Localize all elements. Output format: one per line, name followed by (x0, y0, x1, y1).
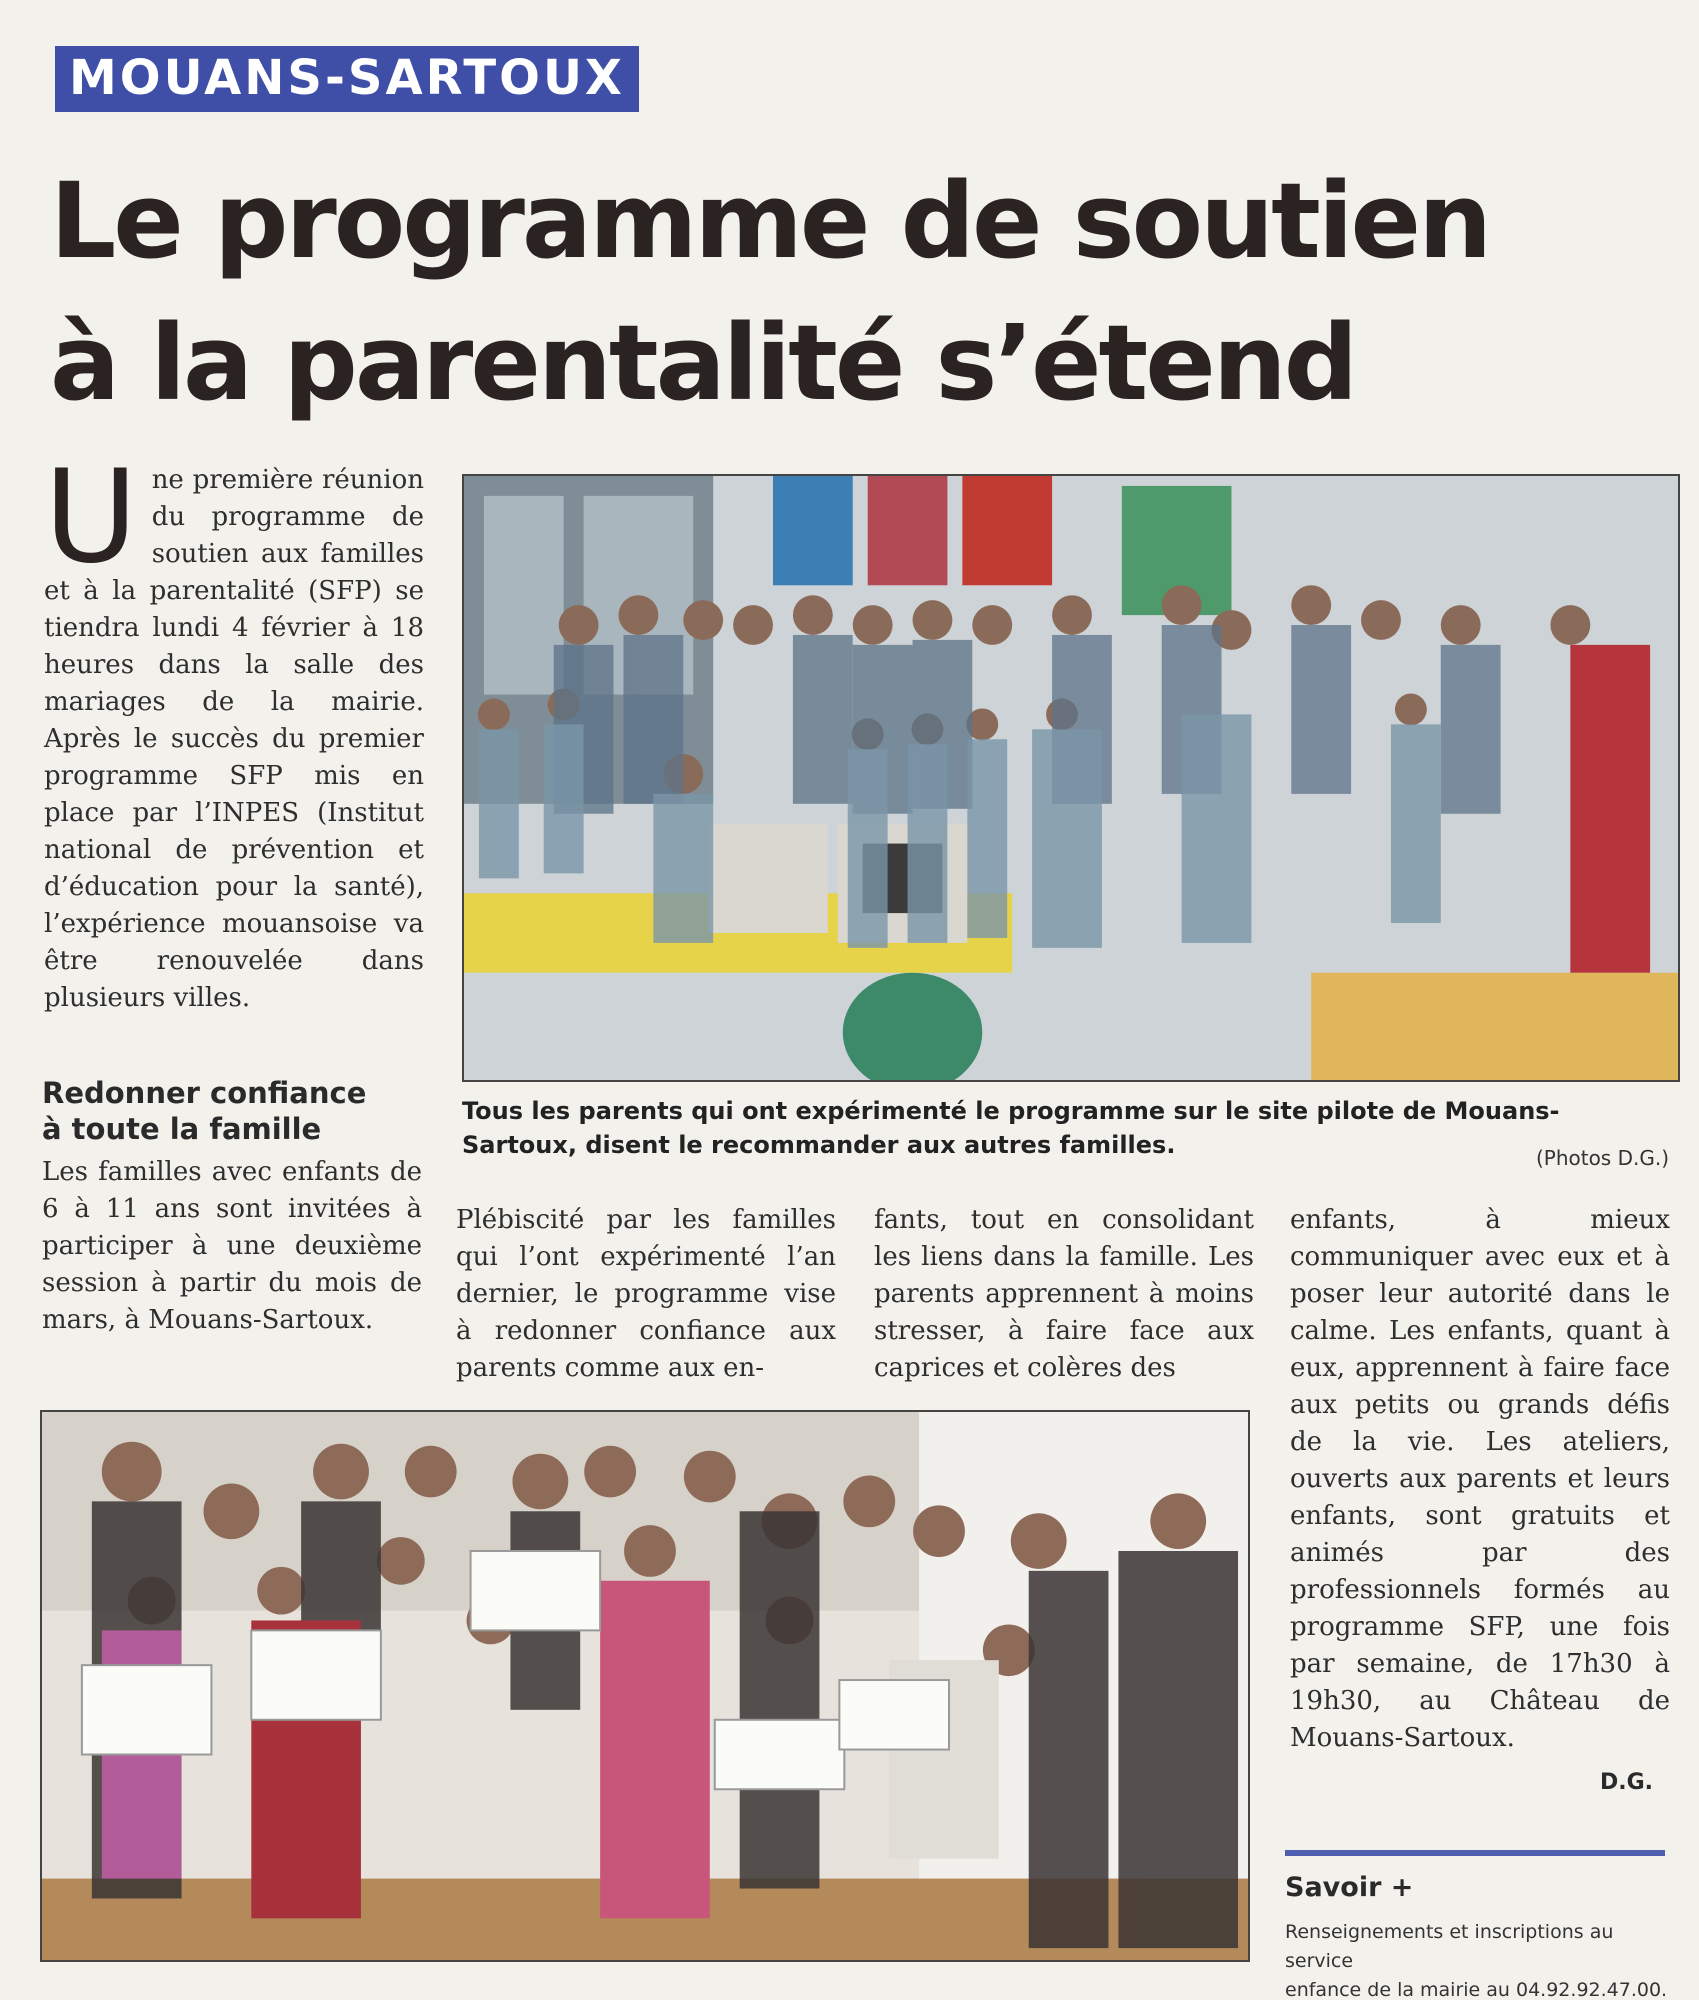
subhead-line-1: Redonner confiance (42, 1076, 367, 1110)
subhead-line-2: à toute la famille (42, 1112, 322, 1146)
savoir-divider (1285, 1850, 1665, 1856)
headline-line-1: Le programme de soutien (50, 160, 1490, 282)
savoir-line-1: Renseignements et inscriptions au service (1285, 1921, 1614, 1972)
caption-line-1: Tous les parents qui ont expérimenté le programme sur le site pilote de Mouans- (462, 1097, 1560, 1125)
body-column-3: fants, tout en consolidant les liens dans la famille. Les parents apprennent à moins stresser, à faire face aux caprices et colères des (874, 1205, 1254, 1383)
savoir-line-2: enfance de la mairie au 04.92.92.47.00. (1285, 1979, 1668, 2000)
section-subhead (42, 1075, 422, 1147)
author-signature: D.G. (1600, 1770, 1654, 1795)
headline-line-2: à la parentalité s’étend (50, 302, 1356, 424)
certificate-photo-illustration (42, 1412, 1248, 1960)
savoir-info (1285, 1918, 1675, 2000)
headline (50, 150, 1650, 434)
caption-line-2: Sartoux, disent le recommander aux autres familles. (462, 1131, 1176, 1159)
body-column-4: enfants, à mieux communiquer avec eux et à poser leur autorité dans le calme. Les enfants, quant à eux, apprennent à faire face aux petits ou grands défis de la vie. Les ateliers, ouverts aux parents et leurs enfants, sont gratuits et animés par des professionnels formés au programme SFP, une fois par semaine, de 17h30 à 19h30, au Château de Mouans-Sartoux. (1290, 1205, 1670, 1753)
intro-paragraph (44, 443, 424, 1017)
top-photo-group (462, 474, 1680, 1082)
photo-caption (462, 1094, 1682, 1162)
body-column-2: Plébiscité par les familles qui l’ont expérimenté l’an dernier, le programme vise à redonner confiance aux parents comme aux en- (456, 1205, 836, 1383)
savoir-title: Savoir + (1285, 1872, 1414, 1903)
section-kicker: MOUANS-SARTOUX (55, 46, 639, 112)
body-column-1: Les familles avec enfants de 6 à 11 ans sont invitées à participer à une deuxième session à partir du mois de mars, à Mouans-Sartoux. (42, 1157, 422, 1335)
group-photo-illustration (464, 476, 1678, 1080)
intro-text: ne première réunion du programme de soutien aux familles et à la parentalité (SFP) se tiendra lundi 4 février à 18 heures dans la salle des mariages de la mairie. Après le succès du premier programme SFP mis en place par l’INPES (Institut national de prévention et d’éducation pour la santé), l’expérience mouansoise va être renouvelée dans plusieurs villes. (44, 465, 424, 1013)
bottom-photo-group (40, 1410, 1250, 1962)
drop-cap: U (44, 443, 138, 592)
photo-credit: (Photos D.G.) (1535, 1146, 1669, 1170)
